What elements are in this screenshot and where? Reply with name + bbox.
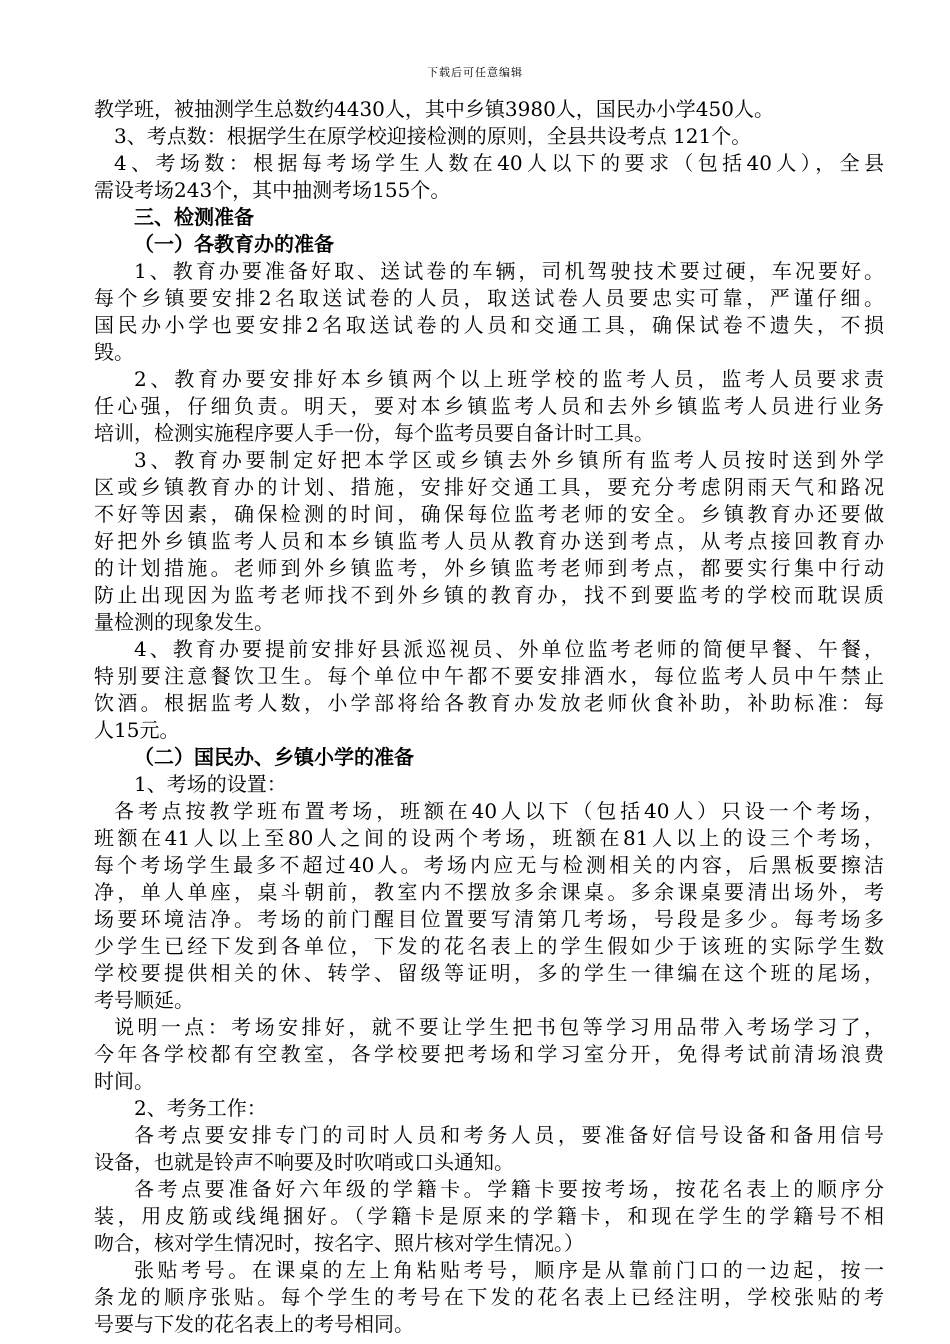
text-line: 每个考场学生最多不超过40人。考场内应无与检测相关的内容，后黑板要擦洁 [94, 853, 884, 877]
text-line: 设备，也就是铃声不响要及时吹哨或口头通知。 [94, 1150, 514, 1174]
text-line: 防止出现因为监考老师找不到外乡镇的教育办，找不到要监考的学校而耽误质 [94, 583, 884, 607]
subsection-heading: （一）各教育办的准备 [134, 232, 334, 256]
text-line: 任心强，仔细负责。明天，要对本乡镇监考人员和去外乡镇监考人员进行业务 [94, 394, 884, 418]
text-line: 号要与下发的花名表上的考号相同。 [94, 1312, 414, 1336]
text-line: 场要环境洁净。考场的前门醒目位置要写清第几考场，号段是多少。每考场多 [94, 907, 884, 931]
text-line: 4、教育办要提前安排好县派巡视员、外单位监考老师的简便早餐、午餐， [134, 637, 884, 661]
text-line: 时间。 [94, 1069, 154, 1093]
text-line: 国民办小学也要安排2名取送试卷的人员和交通工具，确保试卷不遗失，不损 [94, 313, 884, 337]
subsection-heading: （二）国民办、乡镇小学的准备 [134, 745, 414, 769]
text-line: 毁。 [94, 340, 134, 364]
text-line: 3、考点数：根据学生在原学校迎接检测的原则，全县共设考点 121个。 [114, 124, 752, 148]
text-line: 各考点要安排专门的司时人员和考务人员，要准备好信号设备和备用信号 [134, 1123, 884, 1147]
text-line: 不好等因素，确保检测的时间，确保每位监考老师的安全。乡镇教育办还要做 [94, 502, 884, 526]
text-line: 培训，检测实施程序要人手一份，每个监考员要自备计时工具。 [94, 421, 654, 445]
text-line: 各考点按教学班布置考场，班额在40人以下（包括40人）只设一个考场， [114, 799, 884, 823]
text-line: 2、教育办要安排好本乡镇两个以上班学校的监考人员，监考人员要求责 [134, 367, 884, 391]
text-line: 量检测的现象发生。 [94, 610, 274, 634]
text-line: 好把外乡镇监考人员和本乡镇监考人员从教育办送到考点，从考点接回教育办 [94, 529, 884, 553]
text-line: 少学生已经下发到各单位，下发的花名表上的学生假如少于该班的实际学生数 [94, 934, 884, 958]
text-line: 考号顺延。 [94, 988, 194, 1012]
text-line: 装，用皮筋或线绳捆好。（学籍卡是原来的学籍卡，和现在学生的学籍号不相 [94, 1204, 884, 1228]
text-line: 吻合，核对学生情况时，按名字、照片核对学生情况。） [94, 1231, 584, 1255]
text-line: 班额在41人以上至80人之间的设两个考场，班额在81人以上的设三个考场， [94, 826, 884, 850]
text-line: 张贴考号。在课桌的左上角粘贴考号，顺序是从靠前门口的一边起，按一 [134, 1258, 884, 1282]
text-line: 每个乡镇要安排2名取送试卷的人员，取送试卷人员要忠实可靠，严谨仔细。 [94, 286, 884, 310]
text-line: 1、教育办要准备好取、送试卷的车辆，司机驾驶技术要过硬，车况要好。 [134, 259, 884, 283]
text-line: 学校要提供相关的休、转学、留级等证明，多的学生一律编在这个班的尾场， [94, 961, 884, 985]
text-line: 净，单人单座，桌斗朝前，教室内不摆放多余课桌。多余课桌要清出场外，考 [94, 880, 884, 904]
text-line: 条龙的顺序张贴。每个学生的考号在下发的花名表上已经注明，学校张贴的考 [94, 1285, 884, 1309]
document-body [94, 96, 884, 1338]
section-heading: 三、检测准备 [134, 205, 254, 229]
text-line: 说明一点：考场安排好，就不要让学生把书包等学习用品带入考场学习了， [114, 1015, 884, 1039]
text-line: 饮酒。根据监考人数，小学部将给各教育办发放老师伙食补助，补助标准：每 [94, 691, 884, 715]
text-line: 区或乡镇教育办的计划、措施，安排好交通工具，要充分考虑阴雨天气和路况 [94, 475, 884, 499]
text-line: 各考点要准备好六年级的学籍卡。学籍卡要按考场，按花名表上的顺序分 [134, 1177, 884, 1201]
text-line: 的计划措施。老师到外乡镇监考，外乡镇监考老师到考点，都要实行集中行动 [94, 556, 884, 580]
text-line: 2、考务工作： [134, 1096, 267, 1120]
text-line: 人15元。 [94, 718, 180, 742]
text-line: 教学班，被抽测学生总数约4430人，其中乡镇3980人，国民办小学450人。 [94, 97, 774, 121]
text-line: 1、考场的设置： [134, 772, 287, 796]
text-line: 今年各学校都有空教室，各学校要把考场和学习室分开，免得考试前清场浪费 [94, 1042, 884, 1066]
text-line: 3、教育办要制定好把本学区或乡镇去外乡镇所有监考人员按时送到外学 [134, 448, 884, 472]
text-line: 4、考场数：根据每考场学生人数在40人以下的要求（包括40人），全县 [114, 151, 884, 175]
text-line: 特别要注意餐饮卫生。每个单位中午都不要安排酒水，每位监考人员中午禁止 [94, 664, 884, 688]
page-header-note: 下载后可任意编辑 [427, 66, 523, 79]
text-line: 需设考场243个，其中抽测考场155个。 [94, 178, 451, 202]
